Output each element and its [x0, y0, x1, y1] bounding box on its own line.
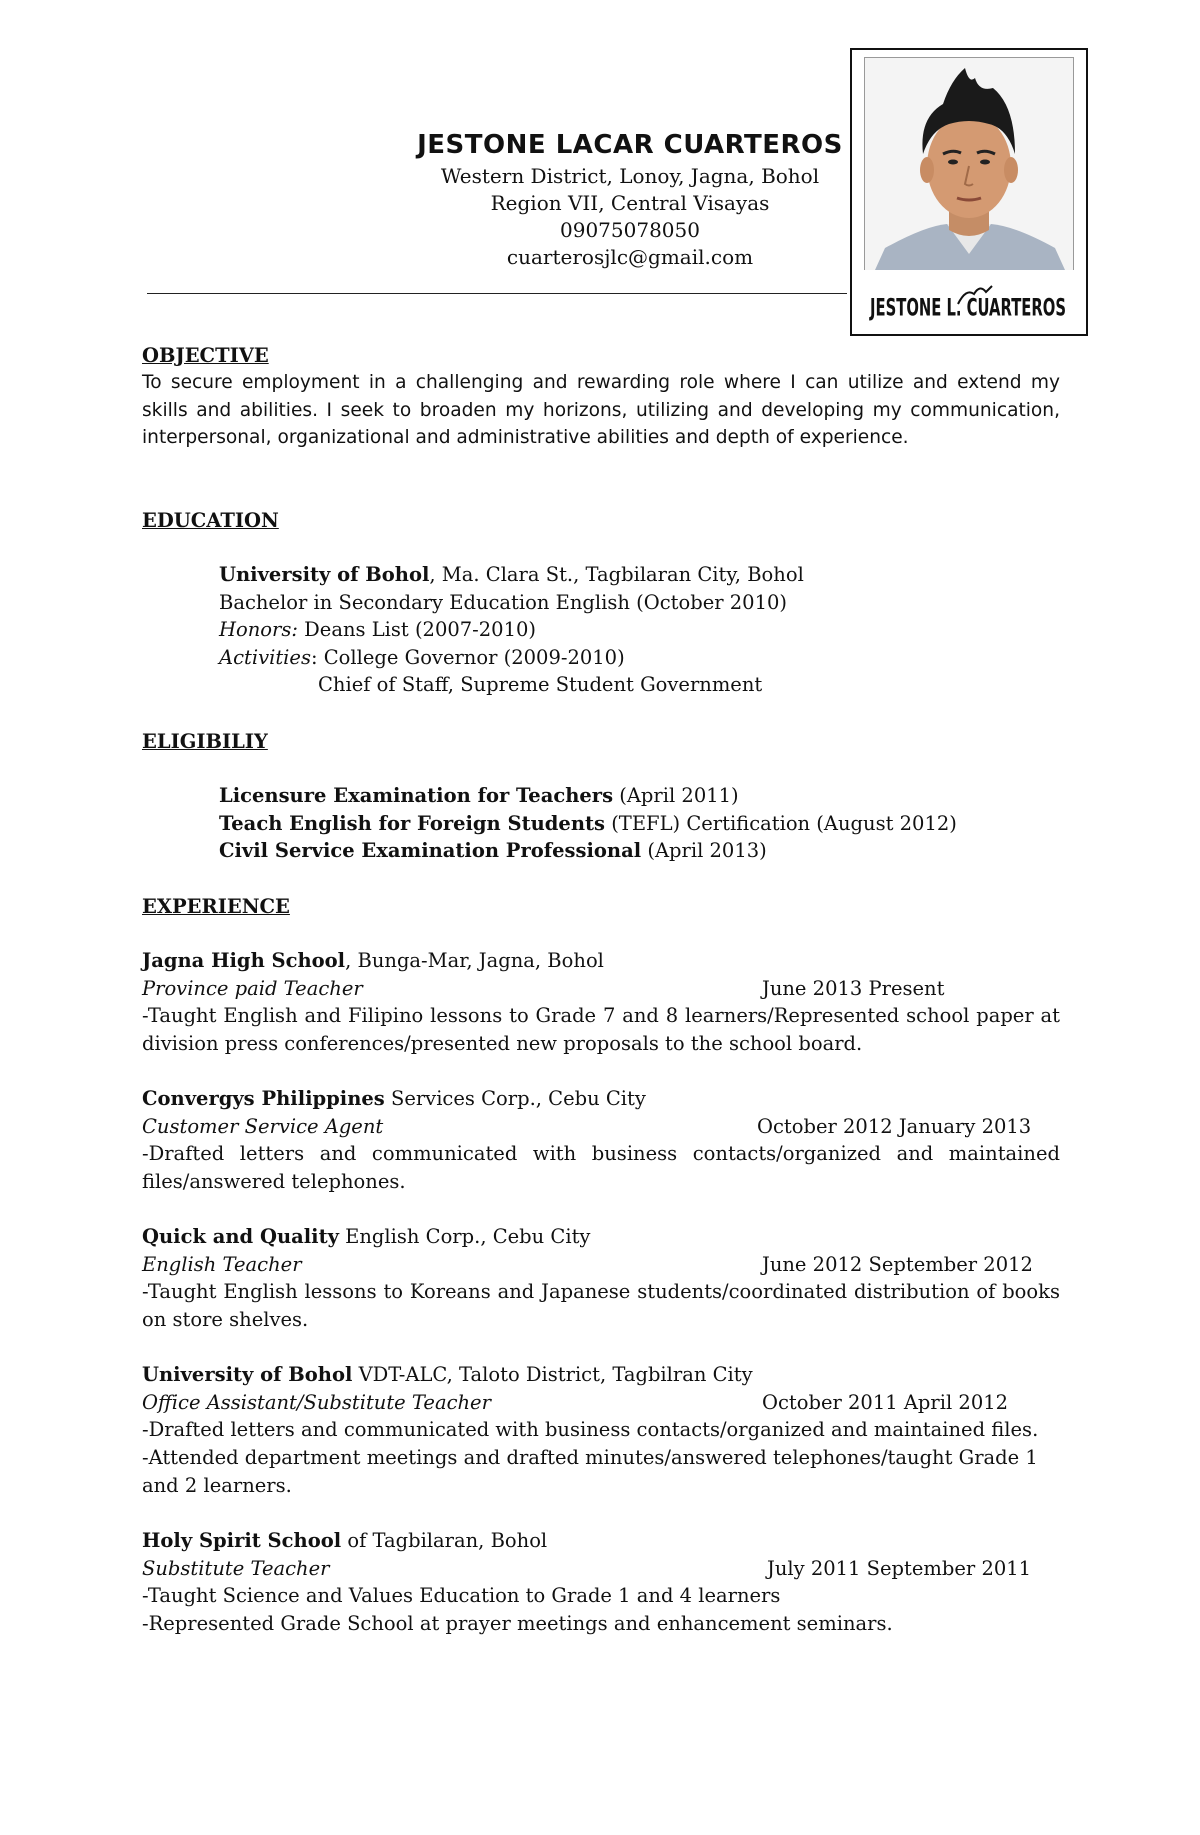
job-org: Jagna High School, Bunga-Mar, Jagna, Bohol [142, 949, 604, 972]
job-dates: June 2012 September 2012 [762, 1253, 1033, 1276]
job-title: Office Assistant/Substitute Teacher [142, 1391, 491, 1414]
job-title: Customer Service Agent [142, 1115, 384, 1138]
signature-image [866, 282, 1070, 322]
address-line-2: Region VII, Central Visayas [490, 191, 770, 215]
job-title: Province paid Teacher [142, 977, 363, 1000]
objective-text: To secure employment in a challenging and rewarding role where I can utilize and extend my skills and abilities. I seek to broaden my horizons, utilizing and developing my communication, interpersonal, organizational and administrative abilities and depth of experience. [142, 372, 1060, 448]
job-dates: July 2011 September 2011 [767, 1557, 1032, 1580]
job-description: -Drafted letters and communicated with business contacts/organized and maintained files/answered telephones. [142, 1142, 1060, 1193]
education-activities-2: Chief of Staff, Supreme Student Government [318, 673, 763, 696]
phone-number: 09075078050 [560, 218, 700, 242]
address-line-1: Western District, Lonoy, Jagna, Bohol [440, 164, 820, 188]
job-description: -Taught English and Filipino lessons to Grade 7 and 8 learners/Represented school paper at division press conferences/presented new proposals to the school board. [142, 1004, 1060, 1055]
job-org: Convergys Philippines Services Corp., Cebu City [142, 1087, 646, 1110]
education-activities: Activities: College Governor (2009-2010) [219, 646, 625, 669]
svg-text:JESTONE L. CUARTEROS: JESTONE L. CUARTEROS [868, 294, 1066, 322]
eligibility-item: Licensure Examination for Teachers (April 2011) [219, 784, 739, 807]
job-description: -Taught English lessons to Koreans and Japanese students/coordinated distribution of books on store shelves. [142, 1280, 1060, 1331]
job-dates: October 2011 April 2012 [762, 1391, 1009, 1414]
job-dates: June 2013 Present [762, 977, 945, 1000]
email-address: cuarterosjlc@gmail.com [506, 245, 754, 269]
header-divider [147, 293, 847, 294]
job-description: -Represented Grade School at prayer meetings and enhancement seminars. [142, 1612, 893, 1635]
job-title: Substitute Teacher [142, 1557, 330, 1580]
profile-photo-frame [850, 48, 1088, 336]
job-description: -Taught Science and Values Education to Grade 1 and 4 learners [142, 1584, 781, 1607]
education-honors: Honors: Deans List (2007-2010) [219, 618, 536, 641]
objective-heading: OBJECTIVE [142, 344, 269, 367]
job-title: English Teacher [142, 1253, 302, 1276]
eligibility-item: Teach English for Foreign Students (TEFL) Certification (August 2012) [219, 812, 957, 835]
job-description: -Attended department meetings and drafted minutes/answered telephones/taught Grade 1 and 2 learners. [142, 1446, 1038, 1497]
education-heading: EDUCATION [142, 509, 279, 532]
education-degree: Bachelor in Secondary Education English (October 2010) [219, 591, 788, 614]
eligibility-heading: ELIGIBILIY [142, 730, 268, 753]
job-org: Quick and Quality English Corp., Cebu City [142, 1225, 591, 1248]
job-org: Holy Spirit School of Tagbilaran, Bohol [142, 1529, 548, 1552]
education-school-line: University of Bohol, Ma. Clara St., Tagbilaran City, Bohol [219, 563, 804, 586]
job-dates: October 2012 January 2013 [757, 1115, 1032, 1138]
eligibility-item: Civil Service Examination Professional (April 2013) [219, 839, 767, 862]
candidate-name: JESTONE LACAR CUARTEROS [417, 130, 843, 160]
job-org: University of Bohol VDT-ALC, Taloto District, Tagbilran City [142, 1363, 753, 1386]
profile-photo [864, 57, 1074, 270]
experience-heading: EXPERIENCE [142, 895, 290, 918]
job-description: -Drafted letters and communicated with business contacts/organized and maintained files. [142, 1418, 1039, 1441]
education-school: University of Bohol [219, 563, 430, 586]
